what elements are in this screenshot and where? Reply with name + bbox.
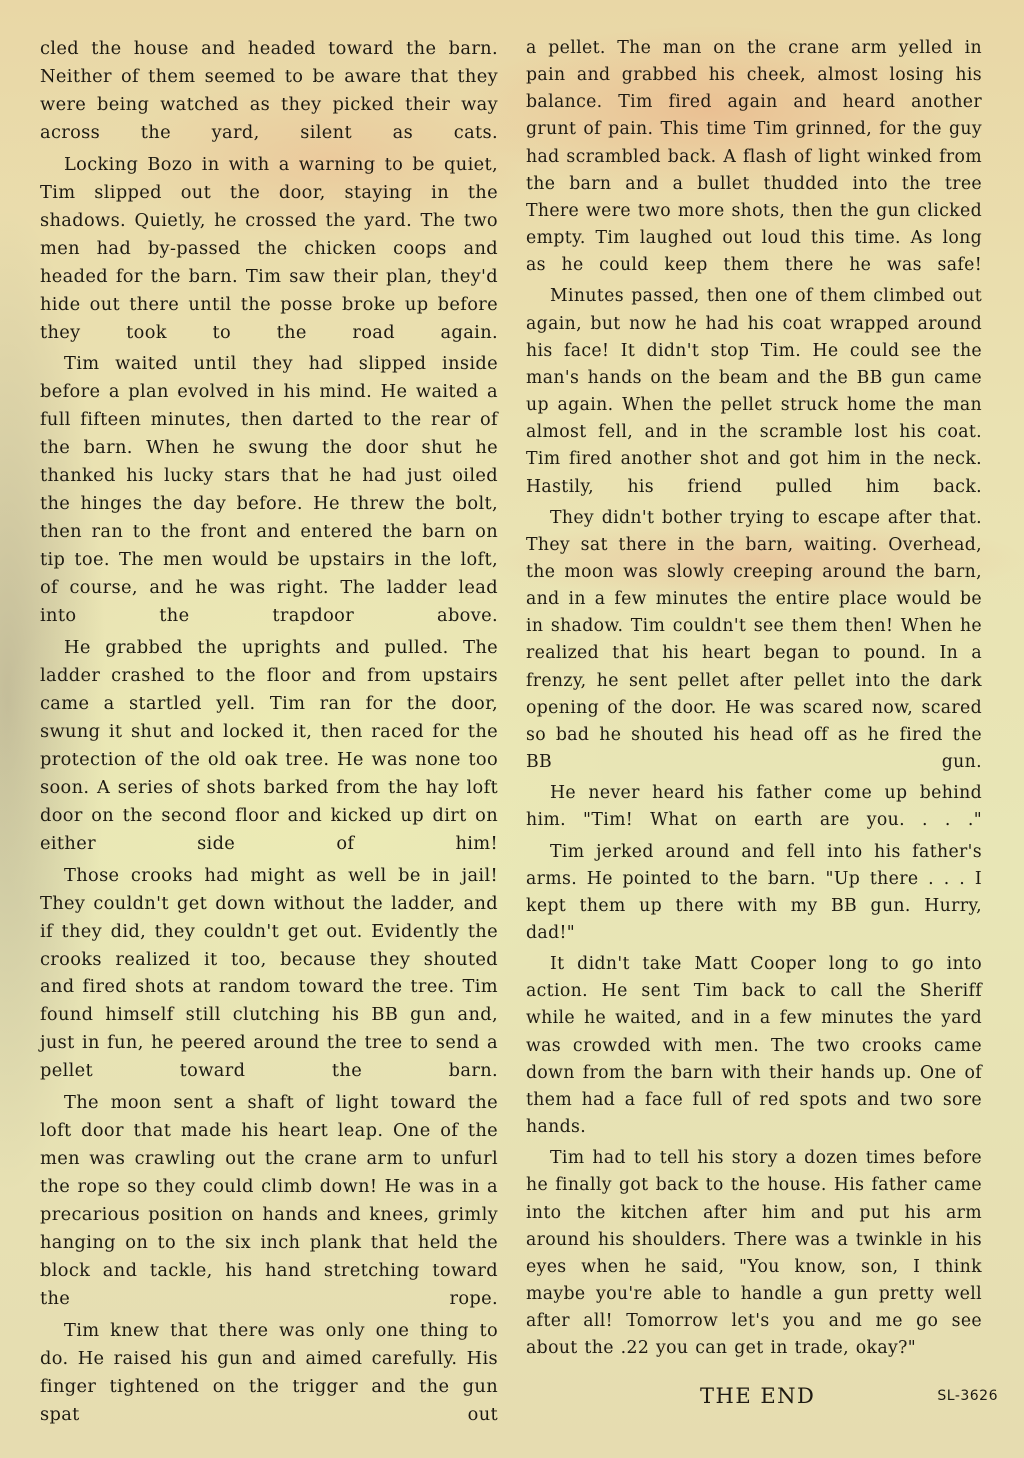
paragraph: Those crooks had might as well be in jail! They couldn't get down without the ladder, and if they did, they couldn't get out. Evidently the crooks realized it too, because they shouted and fired shots at random toward the tree. Tim found himself still clutching his BB gun and, just in fun, he peered around the tree to send a pellet toward the barn. [40, 864, 498, 1082]
paragraph: Tim jerked around and fell into his father's arms. He pointed to the barn. "Up there . . . I kept them up there with my BB gun. Hurry, dad!" [526, 841, 982, 943]
paragraph: Tim waited until they had slipped inside before a plan evolved in his mind. He waited a full fifteen minutes, then darted to the rear of the barn. When he swung the door shut he thanked his lucky stars that he had just oiled the hinges the day before. He threw the bolt, then ran to the front and entered the barn on tip toe. The men would be upstairs in the loft, of course, and he was right. The ladder lead into the trapdoor above. [40, 353, 498, 627]
paragraph: cled the house and headed toward the barn. Neither of them seemed to be aware that they were being watched as they picked their way across the yard, silent as cats. [40, 38, 498, 143]
paragraph: They didn't bother trying to escape after that. They sat there in the barn, waiting. Overhead, the moon was slowly creeping around the barn, and in a few minutes the entire place would be in shadow. Tim couldn't see them then! When he realized that his heart began to pound. In a frenzy, he sent pellet after pellet into the dark opening of the door. He was scared now, scared so bad he shouted his head off as he fired the BB gun. [526, 507, 982, 773]
story-footer [526, 1380, 998, 1420]
paragraph: Tim knew that there was only one thing to do. He raised his gun and aimed carefully. His finger tightened on the trigger and the gun spat out [40, 1319, 498, 1425]
left-column [40, 35, 498, 1433]
page-code: SL-3626 [937, 1388, 998, 1404]
paragraph: He grabbed the uprights and pulled. The ladder crashed to the floor and from upstairs came a startled yell. Tim ran for the door, swung it shut and locked it, then raced for the protection of the old oak tree. He was none too soon. A series of shots barked from the hay loft door on the second floor and kicked up dirt on either side of him! [40, 637, 498, 854]
the-end-label: THE END [700, 1384, 816, 1408]
right-column [526, 35, 982, 1367]
paragraph: a pellet. The man on the crane arm yelled in pain and grabbed his cheek, almost losing his balance. Tim fired again and heard another grunt of pain. This time Tim grinned, for the guy had scrambled back. A flash of light winked from the barn and a bullet thudded into the tree There were two more shots, then the gun clicked empty. Tim laughed out loud this time. As long as he could keep them there he was safe! [526, 38, 982, 276]
paragraph: It didn't take Matt Cooper long to go into action. He sent Tim back to call the Sheriff while he waited, and in a few minutes the yard was crowded with men. The two crooks came down from the barn with their hands up. One of them had a face full of red spots and two sore hands. [526, 954, 982, 1138]
paragraph: Tim had to tell his story a dozen times before he finally got back to the house. His father came into the kitchen after him and put his arm around his shoulders. There was a twinkle in his eyes when he said, "You know, son, I think maybe you're able to handle a gun pretty well after all! Tomorrow let's you and me go see about the .22 you can get in trade, okay?" [526, 1148, 982, 1359]
paragraph: He never heard his father come up behind him. "Tim! What on earth are you. . . ." [526, 783, 982, 831]
paragraph: The moon sent a shaft of light toward the loft door that made his heart leap. One of the men was crawling out the crane arm to unfurl the rope so they could climb down! He was in a precarious position on hands and knees, grimly hanging on to the six inch plank that held the block and tackle, his hand stretching toward the rope. [40, 1092, 498, 1309]
paragraph: Minutes passed, then one of them climbed out again, but now he had his coat wrapped around his face! It didn't stop Tim. He could see the man's hands on the beam and the BB gun came up again. When the pellet struck home the man almost fell, and in the scramble lost his coat. Tim fired another shot and got him in the neck. Hastily, his friend pulled him back. [526, 286, 982, 497]
paragraph: Locking Bozo in with a warning to be quiet, Tim slipped out the door, staying in the shadows. Quietly, he crossed the yard. The two men had by-passed the chicken coops and headed for the barn. Tim saw their plan, they'd hide out there until the posse broke up before they took to the road again. [40, 153, 498, 343]
